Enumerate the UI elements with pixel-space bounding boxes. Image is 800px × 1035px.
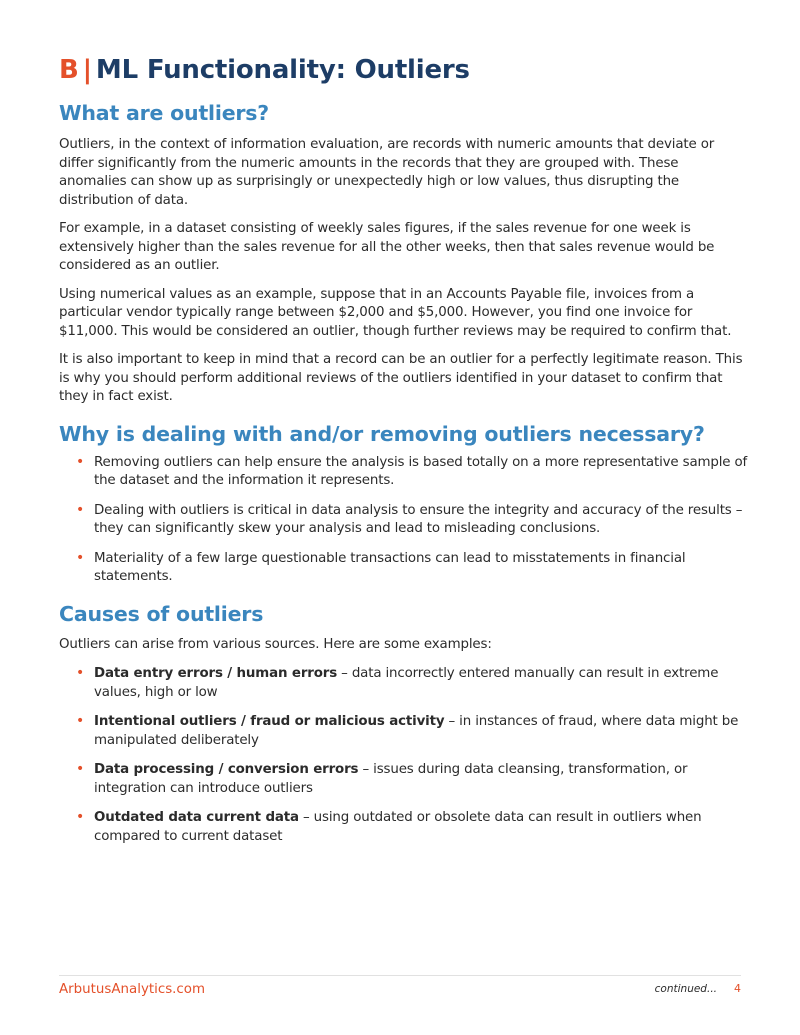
cause-term: Intentional outliers / fraud or malicious activity xyxy=(94,714,445,729)
page-number: 4 xyxy=(734,982,741,995)
heading-causes: Causes of outliers xyxy=(59,601,264,626)
heading-what-are-outliers: What are outliers? xyxy=(59,101,269,125)
title-text: ML Functionality: Outliers xyxy=(95,55,470,85)
list-item xyxy=(59,502,749,539)
bullet-icon: • xyxy=(76,501,85,518)
page-footer xyxy=(59,975,741,1006)
causes-list xyxy=(59,665,749,846)
bullet-icon: • xyxy=(76,761,85,777)
bullet-icon: • xyxy=(76,453,85,470)
cause-term: Data processing / conversion errors xyxy=(94,762,359,777)
cause-term: Data entry errors / human errors xyxy=(94,666,338,681)
paragraph-sales-example: For example, in a dataset consisting of weekly sales figures, if the sales revenue for one week is extensively higher than the sales revenue for all the other weeks, then that sales revenue would be considered as an outlier. xyxy=(59,221,715,273)
paragraph-legitimate-outliers: It is also important to keep in mind that a record can be an outlier for a perfectly legitimate reason. This is why you should perform additional reviews of the outliers identified in your dataset to confirm that they in fact exist. xyxy=(59,352,743,404)
bullet-icon: • xyxy=(76,549,85,566)
list-item xyxy=(59,809,749,846)
list-item-text: Removing outliers can help ensure the analysis is based totally on a more representative sample of the dataset and the information it represents. xyxy=(94,454,748,488)
list-item-text: Materiality of a few large questionable transactions can lead to misstatements in financial statements. xyxy=(94,550,686,584)
cause-description: – in instances of fraud, where data might be manipulated deliberately xyxy=(94,714,739,748)
paragraph-numeric-example: Using numerical values as an example, suppose that in an Accounts Payable file, invoices from a particular vendor typically range between $2,000 and $5,000. However, you find one invoice for $11,000. This would be considered an outlier, though further reviews may be required to confirm that. xyxy=(59,286,732,339)
page-title xyxy=(59,52,749,88)
heading-why-dealing: Why is dealing with and/or removing outliers necessary? xyxy=(59,421,705,446)
cause-term: Outdated data current data xyxy=(94,810,299,825)
list-item xyxy=(59,550,749,587)
bullet-icon: • xyxy=(76,665,85,681)
paragraph-definition: Outliers, in the context of information evaluation, are records with numeric amounts that deviate or differ significantly from the numeric amounts in the records that they are grouped with. These anomalies can show up as surprisingly or unexpectedly high or low values, thus disrupting the distribution of data. xyxy=(59,137,715,208)
list-item xyxy=(59,713,749,750)
paragraph-causes-intro: Outliers can arise from various sources. Here are some examples: xyxy=(59,636,492,652)
why-list xyxy=(59,454,749,587)
website-link[interactable]: ArbutusAnalytics.com xyxy=(59,982,206,997)
bullet-icon: • xyxy=(76,809,85,825)
continued-label: continued... xyxy=(654,983,717,995)
section-letter: B xyxy=(59,55,79,85)
bullet-icon: • xyxy=(76,713,85,729)
cause-description: – using outdated or obsolete data can result in outliers when compared to current dataset xyxy=(94,810,702,844)
document-page xyxy=(59,52,749,846)
title-separator: | xyxy=(82,55,92,85)
list-item xyxy=(59,454,749,491)
cause-description: – issues during data cleansing, transformation, or integration can introduce outliers xyxy=(94,762,688,796)
cause-description: – data incorrectly entered manually can result in extreme values, high or low xyxy=(94,666,719,700)
list-item xyxy=(59,761,749,798)
list-item-text: Dealing with outliers is critical in data analysis to ensure the integrity and accuracy of the results – they can significantly skew your analysis and lead to misleading conclusions. xyxy=(94,502,743,536)
list-item xyxy=(59,665,749,702)
